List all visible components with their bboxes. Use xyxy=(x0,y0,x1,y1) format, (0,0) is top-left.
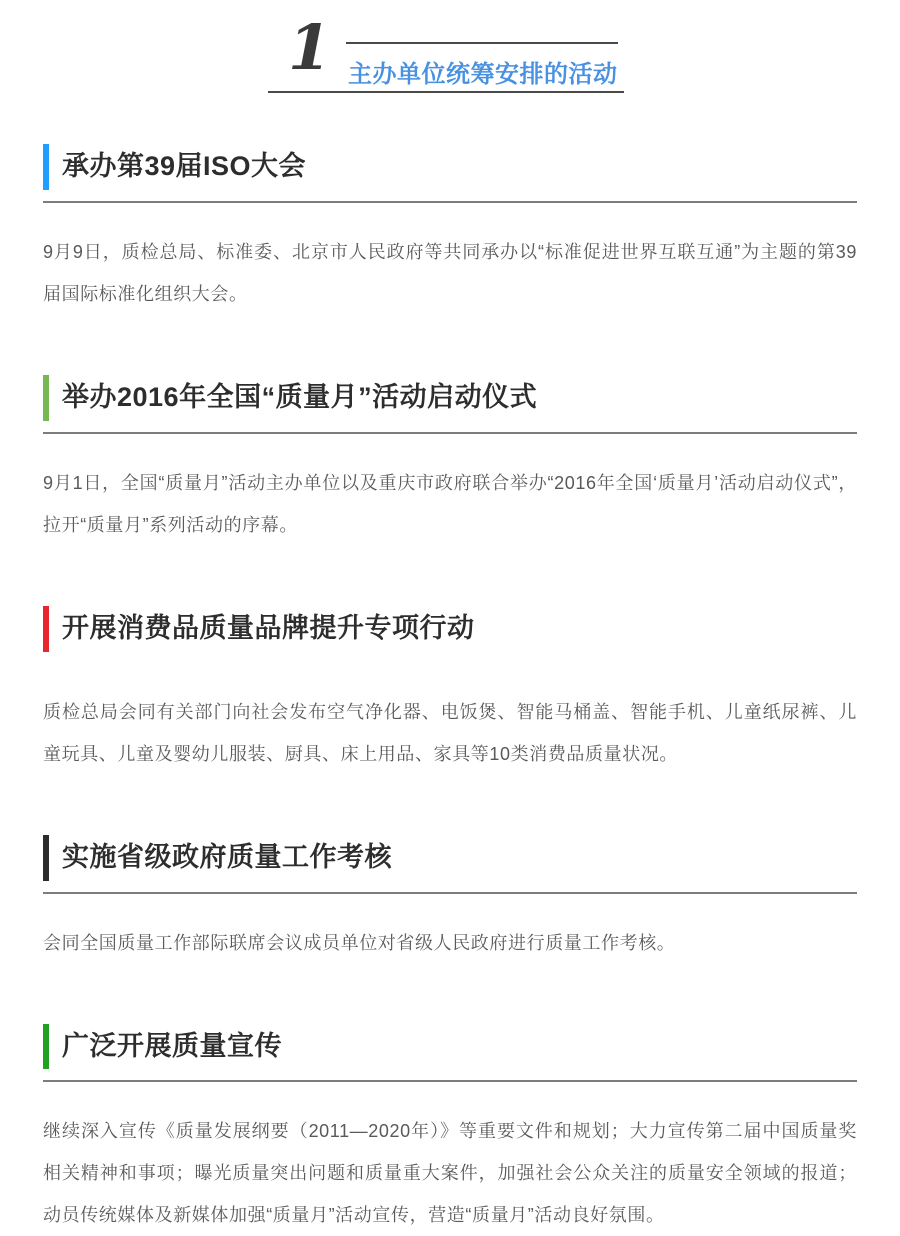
section-body: 9月1日，全国“质量月”活动主办单位以及重庆市政府联合举办“2016年全国‘质量月’活动启动仪式”，拉开“质量月”系列活动的序幕。 xyxy=(43,472,857,535)
header-bottom-divider xyxy=(268,91,624,93)
section-title: 举办2016年全国“质量月”活动启动仪式 xyxy=(43,375,857,421)
section-heading-wrap xyxy=(43,1024,857,1083)
chapter-header xyxy=(268,11,624,96)
section-title: 承办第39届ISO大会 xyxy=(43,144,857,190)
section-body: 质检总局会同有关部门向社会发布空气净化器、电饭煲、智能马桶盖、智能手机、儿童纸尿裤、儿童玩具、儿童及婴幼儿服装、厨具、床上用品、家具等10类消费品质量状况。 xyxy=(43,701,857,764)
section-heading-wrap xyxy=(43,144,857,203)
section-heading-wrap xyxy=(43,606,857,663)
section-title: 实施省级政府质量工作考核 xyxy=(43,835,857,881)
section-title: 广泛开展质量宣传 xyxy=(43,1024,857,1070)
section-body: 9月9日，质检总局、标准委、北京市人民政府等共同承办以“标准促进世界互联互通”为主题的第39届国际标准化组织大会。 xyxy=(43,241,857,304)
section-provincial-assessment xyxy=(43,835,857,964)
section-consumer-quality xyxy=(43,606,857,775)
section-body: 会同全国质量工作部际联席会议成员单位对省级人民政府进行质量工作考核。 xyxy=(43,932,676,953)
section-launch-ceremony xyxy=(43,375,857,546)
section-iso-congress xyxy=(43,144,857,315)
section-title: 开展消费品质量品牌提升专项行动 xyxy=(43,606,857,652)
header-top-divider xyxy=(346,42,618,44)
section-quality-publicity xyxy=(43,1024,857,1236)
chapter-title: 主办单位统筹安排的活动 xyxy=(348,61,618,88)
section-heading-wrap xyxy=(43,375,857,434)
chapter-number: 1 xyxy=(288,11,332,84)
section-body: 继续深入宣传《质量发展纲要（2011—2020年）》等重要文件和规划；大力宣传第二届中国质量奖相关精神和事项；曝光质量突出问题和质量重大案件，加强社会公众关注的质量安全领域的报道；动员传统媒体及新媒体加强“质量月”活动宣传，营造“质量月”活动良好氛围。 xyxy=(43,1121,857,1226)
section-heading-wrap xyxy=(43,835,857,894)
